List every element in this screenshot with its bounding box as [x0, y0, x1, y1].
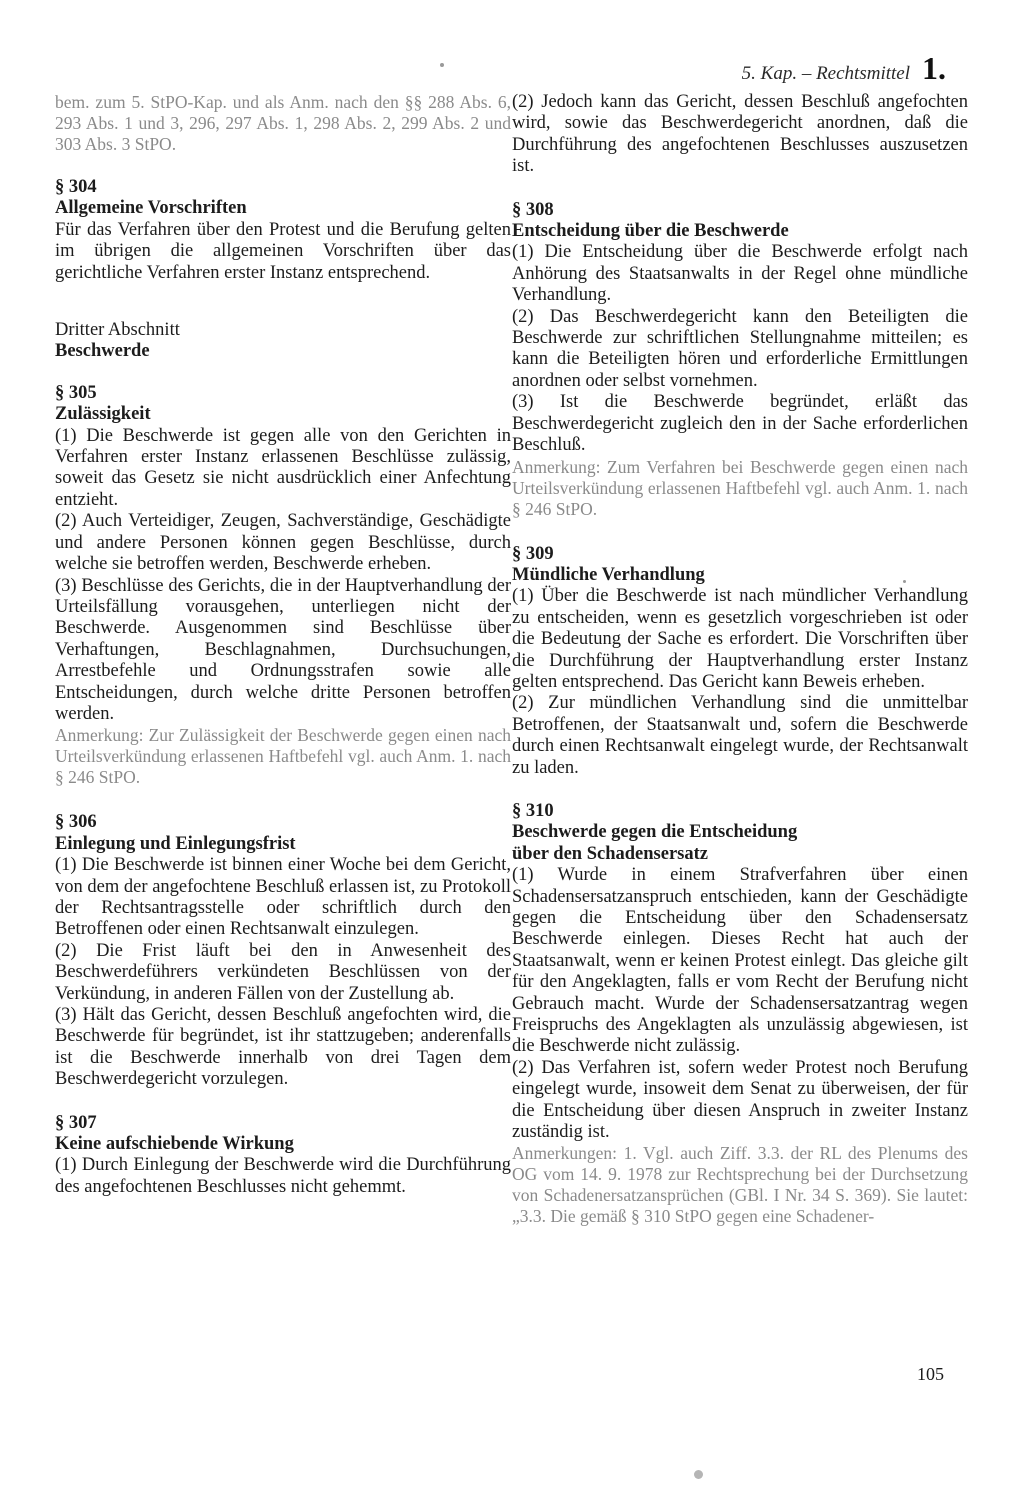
top-note: bem. zum 5. StPO-Kap. und als Anm. nach den §§ 288 Abs. 6, 293 Abs. 1 und 3, 296, 297 Abs. 1, 298 Abs. 2, 299 Abs. 2 und 303 Abs. 3 StPO.: [55, 92, 511, 154]
annotation-note: Anmerkung: Zur Zulässigkeit der Beschwerde gegen einen nach Urteilsverkündung erlassenen Haftbefehl vgl. auch Anm. 1. nach § 246 StPO.: [55, 725, 511, 788]
running-title: 5. Kap. – Rechtsmittel: [741, 63, 910, 84]
para-text: (1) Die Beschwerde ist binnen einer Woche bei dem Gericht, von dem der angefochtene Beschluß erlassen ist, zu Protokoll der Rechtsantragsstelle oder schriftlich durch den Betroffenen oder einen Rechtsanwalt einzulegen.: [55, 855, 511, 940]
para-text: (1) Die Entscheidung über die Beschwerde erfolgt nach Anhörung des Staatsanwalts in der Regel ohne mündliche Verhandlung.: [512, 242, 968, 306]
para-text: (1) Wurde in einem Strafverfahren über einen Schadensersatzanspruch entschieden, kann der Geschädigte gegen die Entscheidung über den Schadensersatz Beschwerde einlegen. Dieses Recht hat auch der Staatsanwalt, wenn er keinen Protest einlegt. Das gleiche gilt für den Angeklagten, falls er vom Recht der Berufung nicht Gebrauch macht. Wurde der Schadensersatzantrag wegen Freispruchs des Angeklagten als unzulässig abgewiesen, ist die Beschwerde nicht zulässig.: [512, 865, 968, 1057]
para-text: (2) Jedoch kann das Gericht, dessen Beschluß angefochten wird, sowie das Beschwerdegericht anordnen, daß die Durchführung des angefochtenen Beschlusses auszusetzen ist.: [512, 92, 968, 177]
section-305: [55, 383, 511, 789]
para-text: (1) Die Beschwerde ist gegen alle von den Gerichten in Verfahren erster Instanz erlassenen Beschlüsse zulässig, soweit das Gesetz sie nicht ausdrücklich einer Anfechtung entzieht.: [55, 425, 511, 510]
para-number: § 307: [55, 1112, 97, 1133]
para-number: § 309: [512, 543, 554, 564]
section-307: [55, 1113, 511, 1199]
chapter-number: 1.: [922, 50, 946, 86]
chapter-block: [55, 320, 511, 363]
section-306: [55, 812, 511, 1090]
para-number: § 305: [55, 382, 97, 403]
para-title: Keine aufschiebende Wirkung: [55, 1134, 294, 1155]
left-column: [55, 92, 511, 1198]
para-number: § 304: [55, 177, 97, 197]
para-number: § 310: [512, 800, 554, 821]
section-title: Beschwerde: [55, 341, 150, 362]
right-column: [512, 92, 968, 1227]
section-label: Dritter Abschnitt: [55, 320, 180, 341]
section-304: [55, 177, 511, 284]
annotation-note: Anmerkung: Zum Verfahren bei Beschwerde gegen einen nach Urteilsverkündung erlassenen Haftbefehl vgl. auch Anm. 1. nach § 246 StPO.: [512, 456, 968, 519]
scan-speck: [903, 580, 906, 583]
para-text: (2) Das Beschwerdegericht kann den Beteiligten die Beschwerde zur schriftlichen Stellungnahme mitteilen; es kann die Beteiligten hören und erforderliche Ermittlungen anordnen oder selbst vornehmen.: [512, 306, 968, 391]
para-text: (3) Ist die Beschwerde begründet, erläßt das Beschwerdegericht zugleich den in der Sache erforderlichen Beschluß.: [512, 392, 968, 456]
para-text: (1) Über die Beschwerde ist nach mündlicher Verhandlung zu entscheiden, wenn es gesetzlich vorgeschrieben ist oder die Bedeutung der Sache es erfordert. Die Vorschriften über die Durchführung der Hauptverhandlung erster Instanz gelten entsprechend. Das Gericht kann Beweis erheben.: [512, 586, 968, 692]
para-title: Entscheidung über die Beschwerde: [512, 221, 789, 242]
para-text: (2) Die Frist läuft bei den in Anwesenheit des Beschwerdeführers verkündeten Beschlüssen von der Verkündung, in anderen Fällen von der Zustellung ab.: [55, 940, 511, 1004]
section-309: [512, 544, 968, 779]
annotation-note: Anmerkungen: 1. Vgl. auch Ziff. 3.3. der RL des Plenums des OG vom 14. 9. 1978 zur Rechtsprechung bei der Durchsetzung von Schadenersatzansprüchen (GBl. I Nr. 34 S. 369). Sie lautet: „3.3. Die gemäß § 310 StPO gegen eine Schadener-: [512, 1143, 968, 1227]
section-308: [512, 200, 968, 520]
para-text: Für das Verfahren über den Protest und die Berufung gelten im übrigen die allgemeinen Vorschriften über das gerichtliche Verfahren erster Instanz entsprechend.: [55, 219, 511, 283]
para-text: (3) Beschlüsse des Gerichts, die in der Hauptverhandlung der Urteilsfällung vorausgehen, unterliegen nicht der Beschwerde. Ausgenommen sind Beschlüsse über Verhaftungen, Beschlagnahmen, Durchsuchungen, Arrestbefehle und Ordnungsstrafen sowie alle Entscheidungen, durch welche dritte Personen betroffen werden.: [55, 575, 511, 724]
para-text: (2) Auch Verteidiger, Zeugen, Sachverständige, Geschädigte und andere Personen können gegen Beschlüsse, durch welche sie betroffen werden, Beschwerde erheben.: [55, 511, 511, 575]
page-number: 105: [917, 1364, 944, 1384]
para-number: § 308: [512, 199, 554, 220]
para-title: Allgemeine Vorschriften: [55, 198, 247, 219]
para-title-line1: Beschwerde gegen die Entscheidung: [512, 822, 798, 843]
para-text: (2) Zur mündlichen Verhandlung sind die unmittelbar Betroffenen, der Staatsanwalt und, sofern die Beschwerde durch einen Rechtsanwalt eingelegt wurde, der Rechtsanwalt zu laden.: [512, 693, 968, 778]
para-title: Zulässigkeit: [55, 404, 151, 425]
para-title-line2: über den Schadensersatz: [512, 843, 708, 864]
section-310: [512, 801, 968, 1228]
para-text: (3) Hält das Gericht, dessen Beschluß angefochten wird, die Beschwerde für begründet, ist ihr stattzugeben; anderenfalls ist die Beschwerde innerhalb von drei Tagen dem Beschwerdegericht vorzulegen.: [55, 1005, 511, 1090]
para-title: Mündliche Verhandlung: [512, 564, 705, 585]
scan-speck: [440, 63, 444, 67]
para-number: § 306: [55, 812, 97, 833]
para-text: (2) Das Verfahren ist, sofern weder Protest noch Berufung eingelegt wurde, insoweit dem Senat zu überweisen, der für die Entscheidung über diesen Anspruch in zweiter Instanz zuständig ist.: [512, 1057, 968, 1143]
running-header: [526, 50, 946, 87]
para-text: (1) Durch Einlegung der Beschwerde wird die Durchführung des angefochtenen Beschlusses nicht gehemmt.: [55, 1155, 511, 1197]
para-title: Einlegung und Einlegungsfrist: [55, 833, 296, 854]
scan-speck: [694, 1470, 703, 1479]
